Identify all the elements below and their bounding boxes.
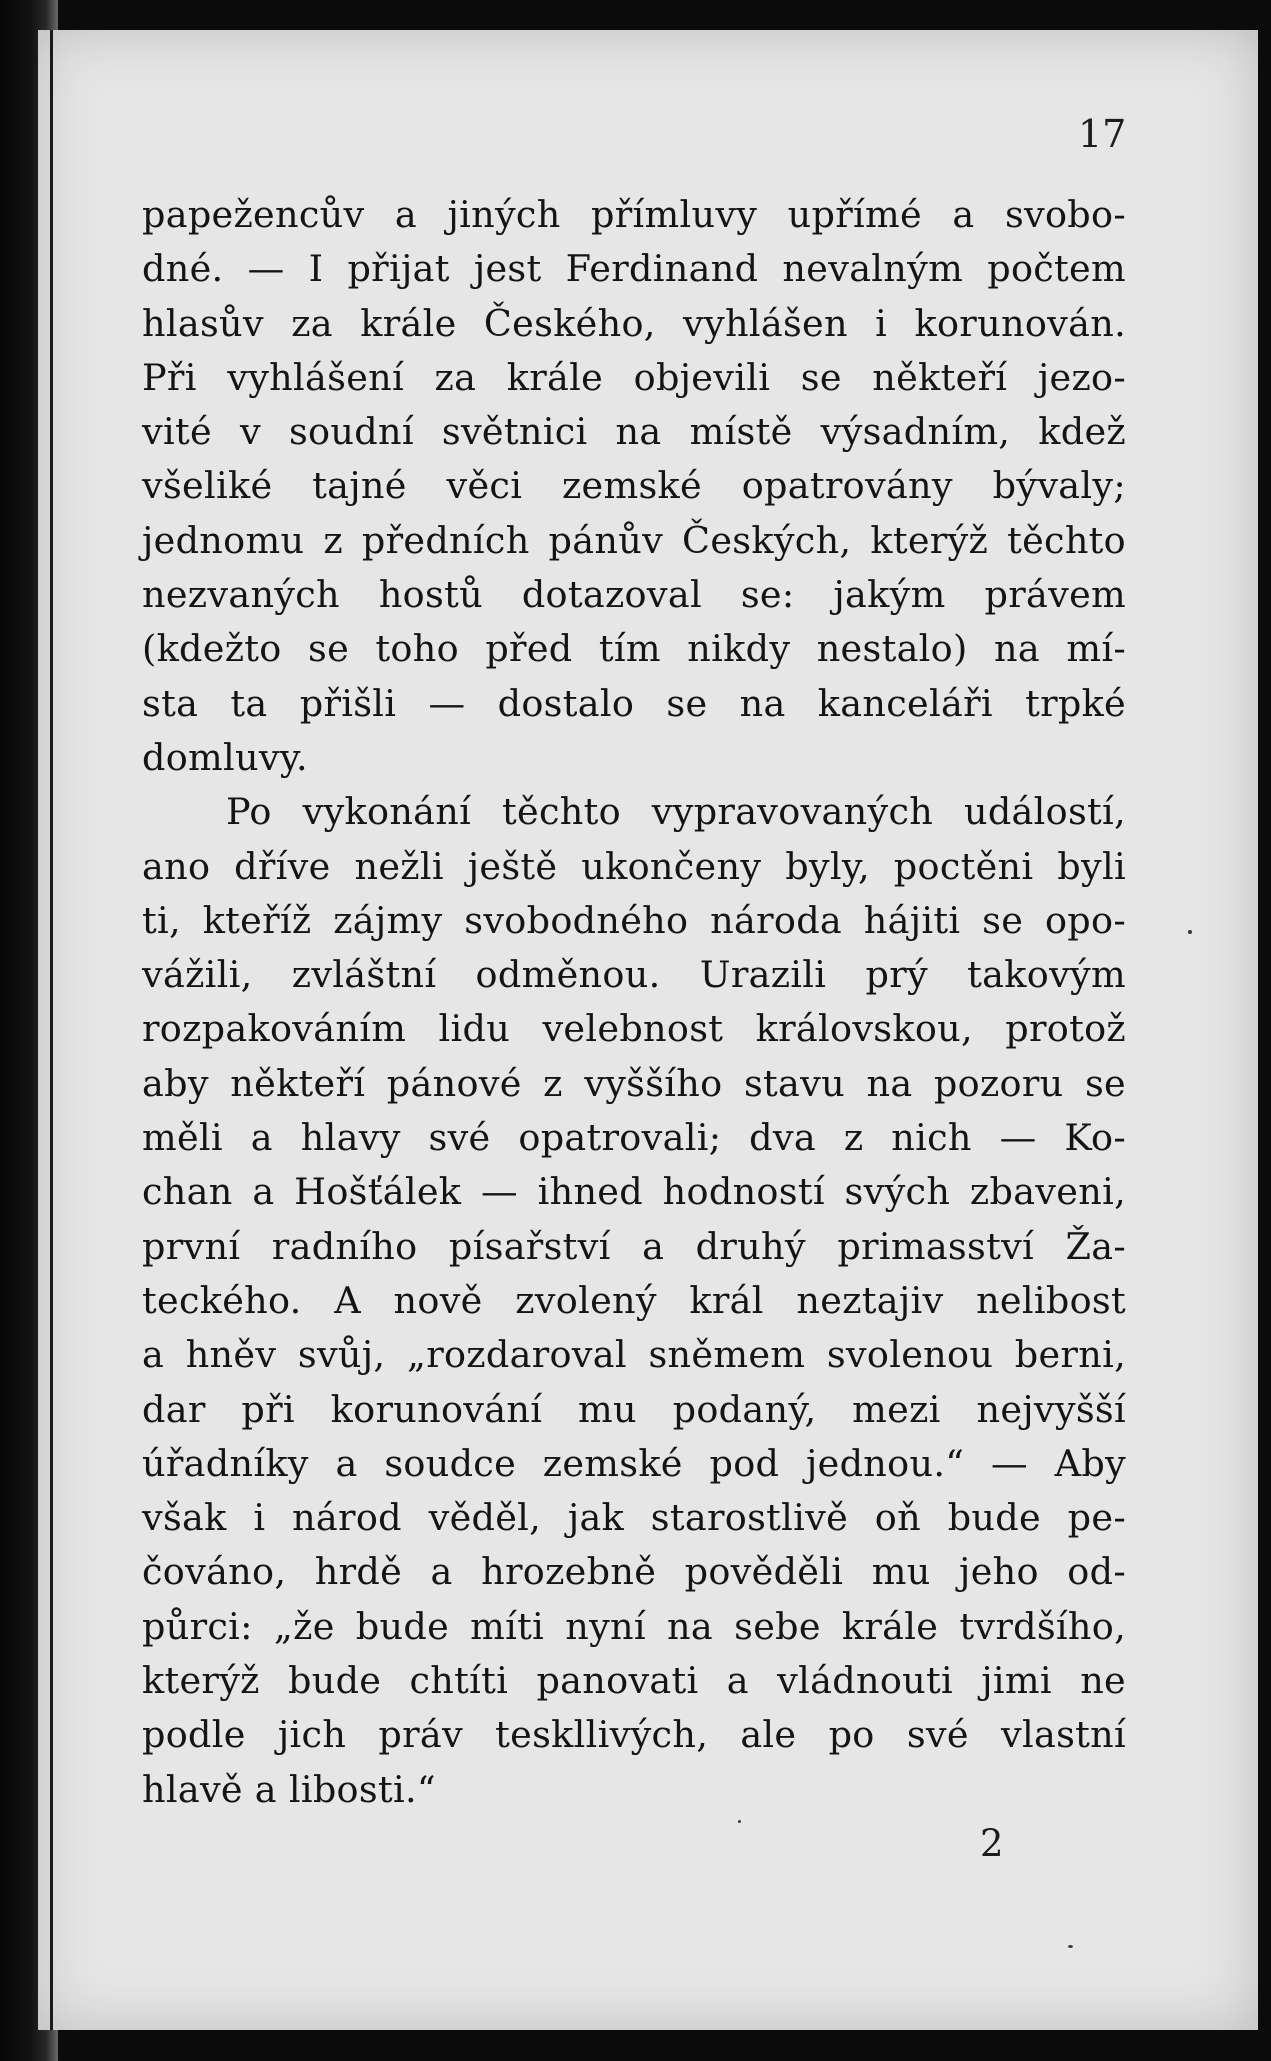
text-line: rozpakováním lidu velebnost královskou, protož <box>142 1007 1126 1051</box>
text-line: měli a hlavy své opatrovali; dva z nich — Ko- <box>142 1116 1126 1160</box>
text-line: chan a Hošťálek — ihned hodností svých zbaveni, <box>142 1170 1126 1214</box>
text-line: ano dříve nežli ještě ukončeny byly, poctěni byli <box>142 844 1126 888</box>
signature-mark: 2 <box>980 1822 1004 1865</box>
text-line: půrci: „že bude míti nyní na sebe krále tvrdšího, <box>142 1604 1126 1648</box>
text-line: ti, kteříž zájmy svobodného národa hájiti se opo- <box>142 898 1126 942</box>
text-line: a hněv svůj, „rozdaroval sněmem svolenou berni, <box>142 1333 1126 1377</box>
text-line: však i národ věděl, jak starostlivě oň bude pe- <box>142 1496 1126 1540</box>
text-line: hlasův za krále Českého, vyhlášen i korunován. <box>142 301 1126 345</box>
paper-speck <box>738 1820 741 1823</box>
text-line: Při vyhlášení za krále objevili se někteří jezo- <box>142 355 1126 399</box>
book-page <box>38 30 1258 2030</box>
text-line: domluvy. <box>142 735 308 779</box>
text-line: čováno, hrdě a hrozebně pověděli mu jeho od- <box>142 1550 1126 1594</box>
text-line: sta ta přišli — dostalo se na kanceláři trpké <box>142 681 1126 725</box>
page-edge-line <box>50 30 53 2030</box>
text-line: kterýž bude chtíti panovati a vládnouti jimi ne <box>142 1659 1126 1703</box>
text-line: teckého. A nově zvolený král neztajiv nelibost <box>142 1278 1126 1322</box>
text-line: dné. — I přijat jest Ferdinand nevalným počtem <box>142 247 1126 291</box>
text-line: hlavě a libosti.“ <box>142 1767 436 1811</box>
text-line: nezvaných hostů dotazoval se: jakým právem <box>142 573 1126 617</box>
paragraph-start-line: Po vykonání těchto vypravovaných událostí, <box>226 790 1126 834</box>
text-line: první radního písařství a druhý primasství Ža- <box>142 1224 1126 1268</box>
text-line: vážili, zvláštní odměnou. Urazili prý takovým <box>142 953 1126 997</box>
body-text <box>142 188 1126 1817</box>
paper-speck <box>1188 930 1192 934</box>
text-line: papežencův a jiných přímluvy upřímé a svobo- <box>142 193 1126 236</box>
text-line: vité v soudní světnici na místě výsadním, kdež <box>142 410 1126 454</box>
text-line: (kdežto se toho před tím nikdy nestalo) na mí- <box>142 627 1126 671</box>
page-number: 17 <box>1078 112 1127 156</box>
text-line: dar při korunování mu podaný, mezi nejvyšší <box>142 1387 1126 1431</box>
text-line: všeliké tajné věci zemské opatrovány bývaly; <box>142 464 1126 508</box>
text-line: jednomu z předních pánův Českých, kterýž těchto <box>142 518 1126 562</box>
text-line: úřadníky a soudce zemské pod jednou.“ — Aby <box>142 1441 1126 1485</box>
paper-speck <box>1068 1945 1073 1948</box>
text-line: aby někteří pánové z vyššího stavu na pozoru se <box>142 1061 1126 1105</box>
text-line: podle jich práv teskllivých, ale po své vlastní <box>142 1713 1126 1757</box>
